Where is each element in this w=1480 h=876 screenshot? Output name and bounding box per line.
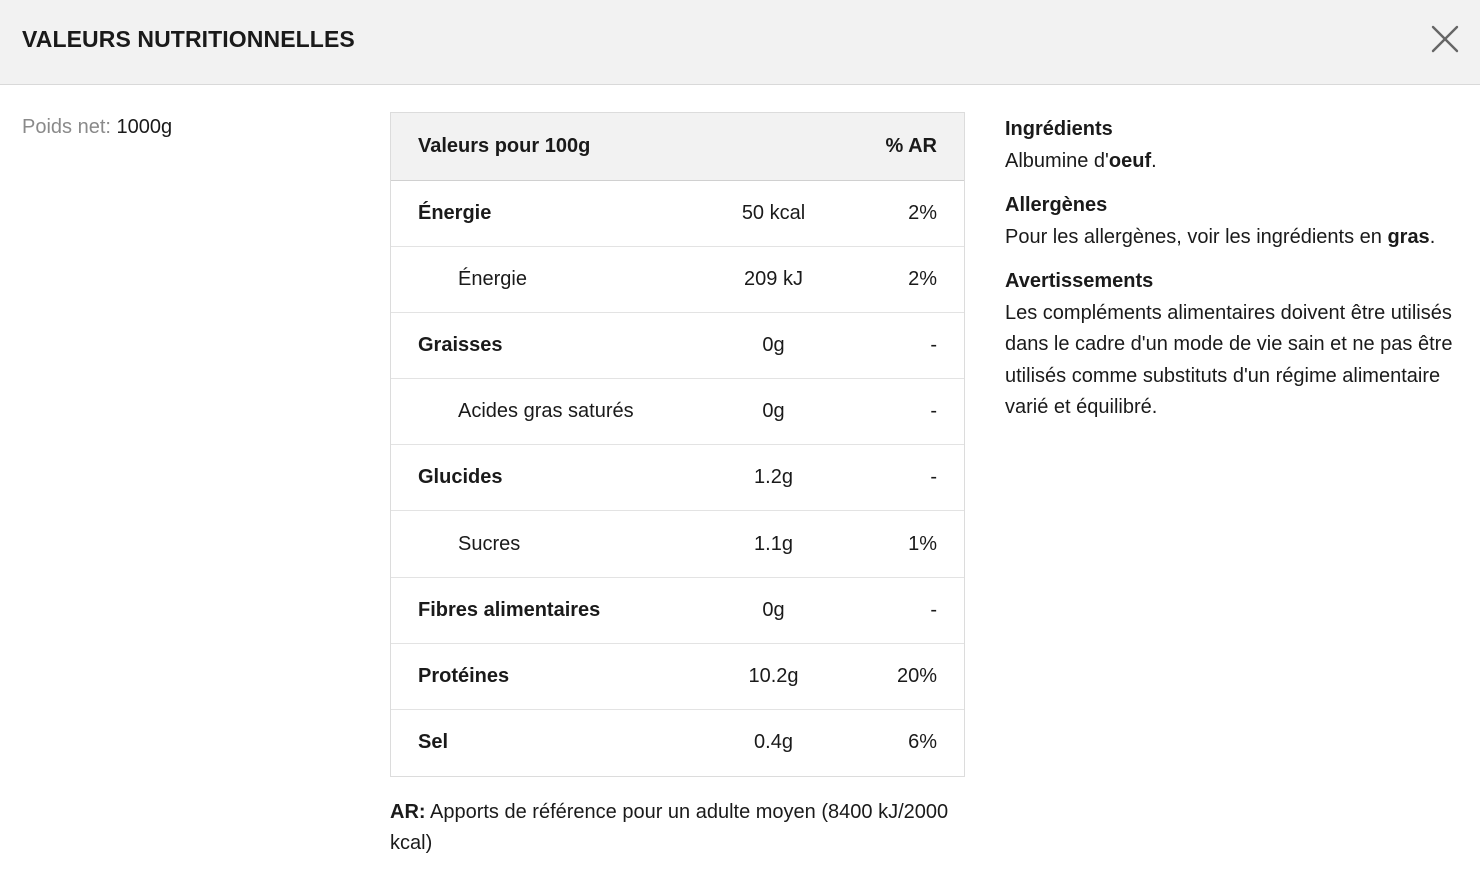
allergens-title: Allergènes <box>1005 194 1108 216</box>
nutrition-table-body <box>391 180 964 776</box>
nutrition-table <box>391 113 964 776</box>
allergens-text-after: . <box>1429 225 1436 248</box>
nutrient-percent-ar: - <box>856 312 964 378</box>
nutrient-amount: 50 kcal <box>691 180 856 246</box>
nutrient-name: Sucres <box>391 511 691 577</box>
table-row <box>391 577 964 643</box>
warnings-section <box>1005 266 1455 424</box>
product-info <box>1005 114 1455 437</box>
nutrient-amount: 1.1g <box>691 511 856 577</box>
net-weight-value: 1000g <box>116 116 173 138</box>
nutrient-amount: 1.2g <box>691 445 856 511</box>
nutrient-percent-ar: 2% <box>856 180 964 246</box>
table-header-row <box>391 113 964 180</box>
allergens-text <box>1005 222 1455 254</box>
ingredients-text-after: . <box>1151 149 1157 172</box>
nutrient-percent-ar: 2% <box>856 246 964 312</box>
table-row <box>391 312 964 378</box>
net-weight <box>22 116 172 139</box>
modal-header <box>0 0 1480 85</box>
nutrient-name: Glucides <box>391 445 691 511</box>
ar-footnote-key: AR: <box>390 801 426 823</box>
table-row <box>391 445 964 511</box>
close-icon <box>1428 22 1462 56</box>
nutrient-amount: 0g <box>691 379 856 445</box>
table-row <box>391 246 964 312</box>
header-percent-ar: % AR <box>856 113 964 180</box>
nutrition-table-container <box>390 112 965 777</box>
allergens-text-before: Pour les allergènes, voir les ingrédients en <box>1005 225 1388 248</box>
ingredients-text <box>1005 146 1455 178</box>
ingredients-text-before: Albumine d' <box>1005 149 1109 172</box>
warnings-text: Les compléments alimentaires doivent être utilisés dans le cadre d'un mode de vie sain et ne pas être utilisés comme substituts d'un régime alimentaire varié et équilibré. <box>1005 301 1453 418</box>
allergens-text-bold: gras <box>1387 225 1430 248</box>
nutrient-name: Graisses <box>391 312 691 378</box>
nutrient-percent-ar: - <box>856 445 964 511</box>
ingredients-text-bold: oeuf <box>1108 149 1152 172</box>
header-values-per-100g: Valeurs pour 100g <box>391 113 856 180</box>
table-row <box>391 379 964 445</box>
nutrient-percent-ar: - <box>856 577 964 643</box>
nutrient-amount: 209 kJ <box>691 246 856 312</box>
ar-footnote <box>390 797 950 859</box>
nutrient-amount: 0g <box>691 312 856 378</box>
allergens-section <box>1005 190 1455 253</box>
nutrient-name: Énergie <box>391 180 691 246</box>
table-row <box>391 710 964 776</box>
nutrient-percent-ar: 20% <box>856 643 964 709</box>
ar-footnote-text: Apports de référence pour un adulte moyen (8400 kJ/2000 kcal) <box>390 801 949 854</box>
nutrient-amount: 0g <box>691 577 856 643</box>
close-button[interactable] <box>1428 22 1462 56</box>
nutrient-name: Acides gras saturés <box>391 379 691 445</box>
nutrient-percent-ar: 1% <box>856 511 964 577</box>
nutrient-name: Sel <box>418 731 449 754</box>
table-row <box>391 511 964 577</box>
modal-title: VALEURS NUTRITIONNELLES <box>22 26 355 52</box>
ingredients-section <box>1005 114 1455 177</box>
nutrient-name: Protéines <box>391 643 691 709</box>
table-row <box>391 643 964 709</box>
nutrient-amount: 10.2g <box>691 643 856 709</box>
nutrient-percent-ar: - <box>856 379 964 445</box>
nutrient-percent-ar: 6% <box>908 731 937 754</box>
warnings-title: Avertissements <box>1005 270 1154 292</box>
table-row <box>391 180 964 246</box>
ingredients-title: Ingrédients <box>1005 118 1113 140</box>
net-weight-label: Poids net: <box>22 116 111 138</box>
nutrient-name: Énergie <box>391 246 691 312</box>
nutrient-amount: 0.4g <box>754 731 793 754</box>
nutrient-name: Fibres alimentaires <box>391 577 691 643</box>
